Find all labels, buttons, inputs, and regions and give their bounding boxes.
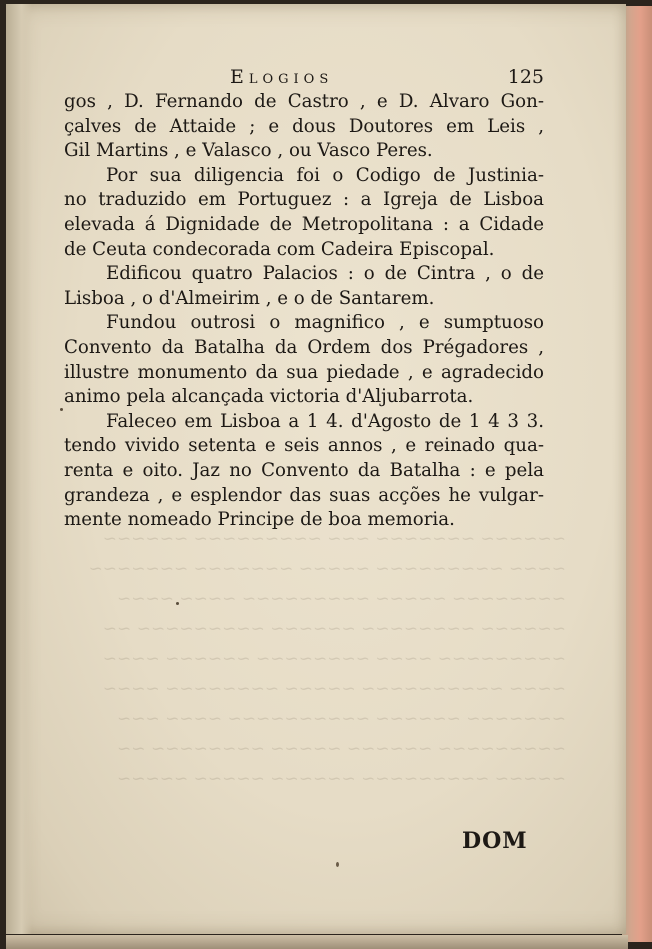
bleed-through-texture: ~~~~~~ ~~~~~~~ ~~~ ~~~~~~~~~ ~~~~~~ ~~~~ ~~~~~~~~~ ~~~~~ ~~~~~~~ ~~~~~~~ ~~~~~~~~ ~~~~~ ~~~~~~~~~ ~~~~ ~~~~ ~~~~~~ ~~~~~~~~ ~~~~~~ ~~~~~~~~~ ~~ ~~~~~~~~~ ~~~~ ~~~~~~~~ ~~~~~~ ~~~~ ~~~~ ~~~~~~~~~~ ~~~~~ ~~~~~~~~ ~~~~ ~~~~~~~ ~~~~~~ ~~~~~~~~~~ ~~~~ ~~~ ~~~~~~~~~ ~~~~~~ ~~~~~ ~~~~~~~~ ~~ ~~~~~ ~~~~~~~~~ ~~~~~~ ~~~~~ ~~~~~ <box>88 529 566 789</box>
text-line: gos , D. Fernando de Castro , e D. Alvaro Gon- <box>64 91 544 112</box>
running-head-title: Elogios <box>230 66 334 88</box>
text-line: Gil Martins , e Valasco , ou Vasco Peres. <box>64 140 433 162</box>
paragraph-1 <box>64 90 544 164</box>
text-line: tendo vivido setenta e seis annos , e reinado qua- <box>64 435 544 457</box>
running-head <box>64 60 544 90</box>
paragraph-3 <box>64 262 544 311</box>
text-line: Edificou quatro Palacios : o de Cintra , o de <box>106 263 544 285</box>
page-number: 125 <box>507 66 544 88</box>
page-bottom-edge <box>6 935 628 949</box>
text-line: Fundou outrosi o magnifico , e sumptuoso <box>106 312 544 334</box>
paragraph-2 <box>64 164 544 262</box>
text-line: Convento da Batalha da Ordem dos Prégadores , <box>64 336 544 358</box>
text-line: Por sua diligencia foi o Codigo de Justinia- <box>106 164 544 186</box>
text-line: no traduzido em Portuguez : a Igreja de Lisboa <box>64 189 544 211</box>
text-line: Faleceo em Lisboa a 1 4. d'Agosto de 1 4 3 3. <box>106 410 544 432</box>
text-line: mente nomeado Principe de boa memoria. <box>64 509 455 531</box>
text-line: Lisboa , o d'Almeirim , e o de Santarem. <box>64 287 435 309</box>
page-block-edge <box>622 6 652 942</box>
text-line: elevada á Dignidade de Metropolitana : a Cidade <box>64 213 544 235</box>
page-text <box>64 60 544 533</box>
catchword: DOM <box>462 828 528 854</box>
text-line: grandeza , e esplendor das suas acções he vulgar- <box>64 484 544 506</box>
paragraph-4 <box>64 311 544 409</box>
binding-gutter <box>6 4 32 934</box>
book-page <box>6 4 626 934</box>
text-line: de Ceuta condecorada com Cadeira Episcopal. <box>64 238 495 260</box>
text-line: animo pela alcançada victoria d'Aljubarrota. <box>64 386 474 408</box>
text-line: illustre monumento da sua piedade , e agradecido <box>64 361 544 383</box>
text-line: çalves de Attaide ; e dous Doutores em Leis , <box>64 115 544 137</box>
text-line: renta e oito. Jaz no Convento da Batalha : e pela <box>64 459 544 481</box>
paragraph-5 <box>64 410 544 533</box>
